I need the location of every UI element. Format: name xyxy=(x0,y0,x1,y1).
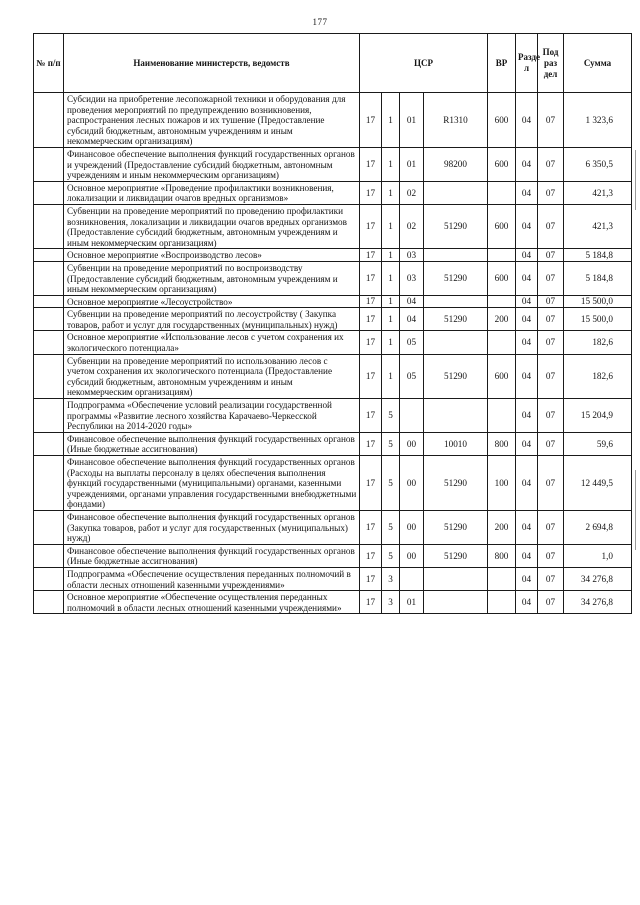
row-csr-subprogram-cell: 1 xyxy=(382,147,400,181)
row-name-cell: Субвенции на проведение мероприятий по проведению профилактики возникновения, локализации и ликвидации очагов вредных организмов (Предоставление субсидий бюджетным, автономным учреждениям и иным некоммерческим организациям) xyxy=(64,204,360,248)
row-vr-cell xyxy=(488,331,516,354)
row-csr-subprogram-cell: 5 xyxy=(382,432,400,455)
row-podrazdel-cell: 07 xyxy=(538,93,564,148)
row-csr-program-cell: 17 xyxy=(360,249,382,262)
row-sum-cell: 12 449,5 xyxy=(564,456,632,511)
table-row xyxy=(34,544,632,567)
table-row xyxy=(34,432,632,455)
row-csr-program-cell: 17 xyxy=(360,544,382,567)
row-csr-event-cell: 04 xyxy=(400,308,424,331)
row-podrazdel-cell: 07 xyxy=(538,591,564,614)
row-csr-event-cell xyxy=(400,567,424,590)
header-razdel: Разде л xyxy=(516,34,538,93)
row-csr-event-cell: 04 xyxy=(400,295,424,308)
row-csr-subprogram-cell: 5 xyxy=(382,510,400,544)
row-sum-cell: 1,0 xyxy=(564,544,632,567)
row-num-cell xyxy=(34,354,64,398)
row-csr-subprogram-cell: 3 xyxy=(382,567,400,590)
row-vr-cell: 800 xyxy=(488,544,516,567)
row-csr-event-cell: 02 xyxy=(400,181,424,204)
row-sum-cell: 15 500,0 xyxy=(564,295,632,308)
budget-table xyxy=(33,33,632,614)
row-vr-cell: 600 xyxy=(488,93,516,148)
row-podrazdel-cell: 07 xyxy=(538,399,564,433)
row-csr-direction-cell xyxy=(424,181,488,204)
row-csr-subprogram-cell: 5 xyxy=(382,544,400,567)
row-sum-cell: 34 276,8 xyxy=(564,567,632,590)
row-csr-event-cell: 00 xyxy=(400,456,424,511)
row-name-cell: Финансовое обеспечение выполнения функций государственных органов (Закупка товаров, работ и услуг для государственных (муниципальных) нужд) xyxy=(64,510,360,544)
row-num-cell xyxy=(34,147,64,181)
row-podrazdel-cell: 07 xyxy=(538,456,564,511)
row-num-cell xyxy=(34,567,64,590)
table-row xyxy=(34,261,632,295)
row-sum-cell: 6 350,5 xyxy=(564,147,632,181)
row-num-cell xyxy=(34,510,64,544)
row-vr-cell: 600 xyxy=(488,147,516,181)
header-name: Наименование министерств, ведомств xyxy=(64,34,360,93)
row-razdel-cell: 04 xyxy=(516,295,538,308)
row-csr-subprogram-cell: 5 xyxy=(382,456,400,511)
row-csr-event-cell: 05 xyxy=(400,331,424,354)
row-csr-program-cell: 17 xyxy=(360,567,382,590)
row-num-cell xyxy=(34,249,64,262)
row-name-cell: Основное мероприятие «Использование лесов с учетом сохранения их экологического потенциала» xyxy=(64,331,360,354)
row-vr-cell: 600 xyxy=(488,261,516,295)
row-csr-program-cell: 17 xyxy=(360,331,382,354)
row-name-cell: Основное мероприятие «Лесоустройство» xyxy=(64,295,360,308)
row-vr-cell: 600 xyxy=(488,354,516,398)
row-csr-subprogram-cell: 1 xyxy=(382,308,400,331)
table-row xyxy=(34,567,632,590)
row-csr-program-cell: 17 xyxy=(360,261,382,295)
row-csr-event-cell: 00 xyxy=(400,510,424,544)
row-csr-event-cell: 05 xyxy=(400,354,424,398)
row-sum-cell: 59,6 xyxy=(564,432,632,455)
row-csr-event-cell: 00 xyxy=(400,432,424,455)
header-csr: ЦСР xyxy=(360,34,488,93)
row-name-cell: Финансовое обеспечение выполнения функций государственных органов и учреждений (Предоставление субсидий бюджетным, автономным учреждениям и иным некоммерческим организациям) xyxy=(64,147,360,181)
row-podrazdel-cell: 07 xyxy=(538,331,564,354)
row-name-cell: Подпрограмма «Обеспечение осуществления переданных полномочий в области лесных отношений казенными учреждениями» xyxy=(64,567,360,590)
row-csr-program-cell: 17 xyxy=(360,456,382,511)
table-row xyxy=(34,510,632,544)
row-razdel-cell: 04 xyxy=(516,510,538,544)
header-summa: Сумма xyxy=(564,34,632,93)
row-razdel-cell: 04 xyxy=(516,204,538,248)
row-podrazdel-cell: 07 xyxy=(538,354,564,398)
row-csr-subprogram-cell: 1 xyxy=(382,249,400,262)
row-sum-cell: 1 323,6 xyxy=(564,93,632,148)
row-vr-cell: 200 xyxy=(488,308,516,331)
row-vr-cell: 600 xyxy=(488,204,516,248)
table-row xyxy=(34,308,632,331)
row-num-cell xyxy=(34,331,64,354)
row-name-cell: Финансовое обеспечение выполнения функций государственных органов (Расходы на выплаты персоналу в целях обеспечения выполнения функций государственными (муниципальными) органами, казенными учреждениями, органами управления государственными внебюджетными фондами) xyxy=(64,456,360,511)
row-csr-program-cell: 17 xyxy=(360,510,382,544)
row-razdel-cell: 04 xyxy=(516,147,538,181)
table-row xyxy=(34,249,632,262)
row-razdel-cell: 04 xyxy=(516,308,538,331)
table-row xyxy=(34,295,632,308)
row-csr-direction-cell: 51290 xyxy=(424,261,488,295)
row-csr-direction-cell xyxy=(424,331,488,354)
row-vr-cell xyxy=(488,249,516,262)
row-sum-cell: 15 500,0 xyxy=(564,308,632,331)
table-row xyxy=(34,93,632,148)
row-csr-program-cell: 17 xyxy=(360,93,382,148)
row-csr-direction-cell xyxy=(424,399,488,433)
row-csr-subprogram-cell: 1 xyxy=(382,331,400,354)
row-vr-cell xyxy=(488,567,516,590)
scan-edge-mark xyxy=(635,150,636,210)
table-header-row xyxy=(34,34,632,93)
row-num-cell xyxy=(34,295,64,308)
row-name-cell: Субвенции на проведение мероприятий по воспроизводству (Предоставление субсидий бюджетным, автономным учреждениям и иным некоммерческим организациям) xyxy=(64,261,360,295)
row-razdel-cell: 04 xyxy=(516,93,538,148)
row-podrazdel-cell: 07 xyxy=(538,249,564,262)
row-csr-direction-cell: R1310 xyxy=(424,93,488,148)
row-csr-direction-cell: 98200 xyxy=(424,147,488,181)
row-csr-subprogram-cell: 5 xyxy=(382,399,400,433)
row-vr-cell xyxy=(488,295,516,308)
row-csr-event-cell xyxy=(400,399,424,433)
row-name-cell: Субвенции на проведение мероприятий по лесоустройству ( Закупка товаров, работ и услуг для государственных (муниципальных) нужд) xyxy=(64,308,360,331)
row-csr-subprogram-cell: 1 xyxy=(382,295,400,308)
row-csr-event-cell: 03 xyxy=(400,249,424,262)
scan-edge-mark xyxy=(635,470,636,550)
row-name-cell: Основное мероприятие «Воспроизводство лесов» xyxy=(64,249,360,262)
row-csr-subprogram-cell: 1 xyxy=(382,93,400,148)
row-razdel-cell: 04 xyxy=(516,544,538,567)
row-sum-cell: 15 204,9 xyxy=(564,399,632,433)
row-csr-program-cell: 17 xyxy=(360,295,382,308)
row-razdel-cell: 04 xyxy=(516,181,538,204)
row-csr-program-cell: 17 xyxy=(360,591,382,614)
table-row xyxy=(34,354,632,398)
row-csr-direction-cell: 51290 xyxy=(424,456,488,511)
header-podrazdel: Под раз дел xyxy=(538,34,564,93)
row-name-cell: Подпрограмма «Обеспечение условий реализации государственной программы «Развитие лесного хозяйства Карачаево-Черкесской Республики на 2014-2020 годы» xyxy=(64,399,360,433)
row-csr-event-cell: 01 xyxy=(400,93,424,148)
table-row xyxy=(34,204,632,248)
row-csr-event-cell: 03 xyxy=(400,261,424,295)
row-name-cell: Финансовое обеспечение выполнения функций государственных органов (Иные бюджетные ассигнования) xyxy=(64,544,360,567)
row-podrazdel-cell: 07 xyxy=(538,204,564,248)
row-csr-direction-cell xyxy=(424,567,488,590)
table-row xyxy=(34,591,632,614)
row-vr-cell: 200 xyxy=(488,510,516,544)
table-row xyxy=(34,147,632,181)
row-num-cell xyxy=(34,456,64,511)
row-csr-event-cell: 01 xyxy=(400,147,424,181)
row-csr-direction-cell: 51290 xyxy=(424,354,488,398)
row-csr-subprogram-cell: 1 xyxy=(382,354,400,398)
table-row xyxy=(34,456,632,511)
row-razdel-cell: 04 xyxy=(516,331,538,354)
row-sum-cell: 182,6 xyxy=(564,331,632,354)
row-podrazdel-cell: 07 xyxy=(538,181,564,204)
row-razdel-cell: 04 xyxy=(516,399,538,433)
row-sum-cell: 34 276,8 xyxy=(564,591,632,614)
row-name-cell: Субвенции на проведение мероприятий по использованию лесов с учетом сохранения их экологического потенциала (Предоставление субсидий бюджетным, автономным учреждениям и иным некоммерческим организациям) xyxy=(64,354,360,398)
row-csr-direction-cell: 51290 xyxy=(424,204,488,248)
row-name-cell: Основное мероприятие «Проведение профилактики возникновения, локализации и ликвидации очагов вредных организмов» xyxy=(64,181,360,204)
table-row xyxy=(34,399,632,433)
row-csr-direction-cell: 51290 xyxy=(424,544,488,567)
row-csr-direction-cell: 51290 xyxy=(424,308,488,331)
row-csr-direction-cell xyxy=(424,591,488,614)
row-sum-cell: 421,3 xyxy=(564,204,632,248)
row-csr-direction-cell: 51290 xyxy=(424,510,488,544)
page-number: 177 xyxy=(312,17,328,27)
table-row xyxy=(34,181,632,204)
row-podrazdel-cell: 07 xyxy=(538,295,564,308)
row-csr-subprogram-cell: 3 xyxy=(382,591,400,614)
row-num-cell xyxy=(34,261,64,295)
row-razdel-cell: 04 xyxy=(516,456,538,511)
row-csr-direction-cell: 10010 xyxy=(424,432,488,455)
row-csr-event-cell: 01 xyxy=(400,591,424,614)
row-csr-program-cell: 17 xyxy=(360,204,382,248)
row-csr-program-cell: 17 xyxy=(360,308,382,331)
row-podrazdel-cell: 07 xyxy=(538,544,564,567)
row-sum-cell: 5 184,8 xyxy=(564,249,632,262)
row-num-cell xyxy=(34,399,64,433)
row-num-cell xyxy=(34,432,64,455)
row-sum-cell: 421,3 xyxy=(564,181,632,204)
row-vr-cell xyxy=(488,181,516,204)
row-podrazdel-cell: 07 xyxy=(538,308,564,331)
row-vr-cell xyxy=(488,591,516,614)
row-name-cell: Субсидии на приобретение лесопожарной техники и оборудования для проведения мероприятий по предупреждению возникновения, распространения лесных пожаров и их тушение (Предоставление субсидий бюджетным, автономным учреждениям и иным некоммерческим организациям) xyxy=(64,93,360,148)
row-num-cell xyxy=(34,308,64,331)
row-sum-cell: 2 694,8 xyxy=(564,510,632,544)
row-csr-program-cell: 17 xyxy=(360,181,382,204)
row-podrazdel-cell: 07 xyxy=(538,510,564,544)
row-razdel-cell: 04 xyxy=(516,591,538,614)
row-razdel-cell: 04 xyxy=(516,249,538,262)
row-csr-subprogram-cell: 1 xyxy=(382,181,400,204)
table-row xyxy=(34,331,632,354)
row-sum-cell: 182,6 xyxy=(564,354,632,398)
row-razdel-cell: 04 xyxy=(516,261,538,295)
row-csr-program-cell: 17 xyxy=(360,432,382,455)
row-csr-direction-cell xyxy=(424,249,488,262)
row-num-cell xyxy=(34,591,64,614)
row-podrazdel-cell: 07 xyxy=(538,261,564,295)
row-num-cell xyxy=(34,544,64,567)
row-podrazdel-cell: 07 xyxy=(538,432,564,455)
row-num-cell xyxy=(34,93,64,148)
row-csr-program-cell: 17 xyxy=(360,399,382,433)
row-vr-cell xyxy=(488,399,516,433)
row-name-cell: Финансовое обеспечение выполнения функций государственных органов (Иные бюджетные ассигнования) xyxy=(64,432,360,455)
row-podrazdel-cell: 07 xyxy=(538,147,564,181)
row-csr-direction-cell xyxy=(424,295,488,308)
row-razdel-cell: 04 xyxy=(516,432,538,455)
header-num: № п/п xyxy=(34,34,64,93)
row-sum-cell: 5 184,8 xyxy=(564,261,632,295)
row-csr-subprogram-cell: 1 xyxy=(382,204,400,248)
row-razdel-cell: 04 xyxy=(516,567,538,590)
row-podrazdel-cell: 07 xyxy=(538,567,564,590)
header-vr: ВР xyxy=(488,34,516,93)
row-csr-program-cell: 17 xyxy=(360,147,382,181)
row-csr-event-cell: 00 xyxy=(400,544,424,567)
row-num-cell xyxy=(34,204,64,248)
row-num-cell xyxy=(34,181,64,204)
row-name-cell: Основное мероприятие «Обеспечение осуществления переданных полномочий в области лесных отношений казенными учреждениями» xyxy=(64,591,360,614)
row-vr-cell: 800 xyxy=(488,432,516,455)
row-csr-program-cell: 17 xyxy=(360,354,382,398)
row-csr-subprogram-cell: 1 xyxy=(382,261,400,295)
row-vr-cell: 100 xyxy=(488,456,516,511)
row-csr-event-cell: 02 xyxy=(400,204,424,248)
row-razdel-cell: 04 xyxy=(516,354,538,398)
